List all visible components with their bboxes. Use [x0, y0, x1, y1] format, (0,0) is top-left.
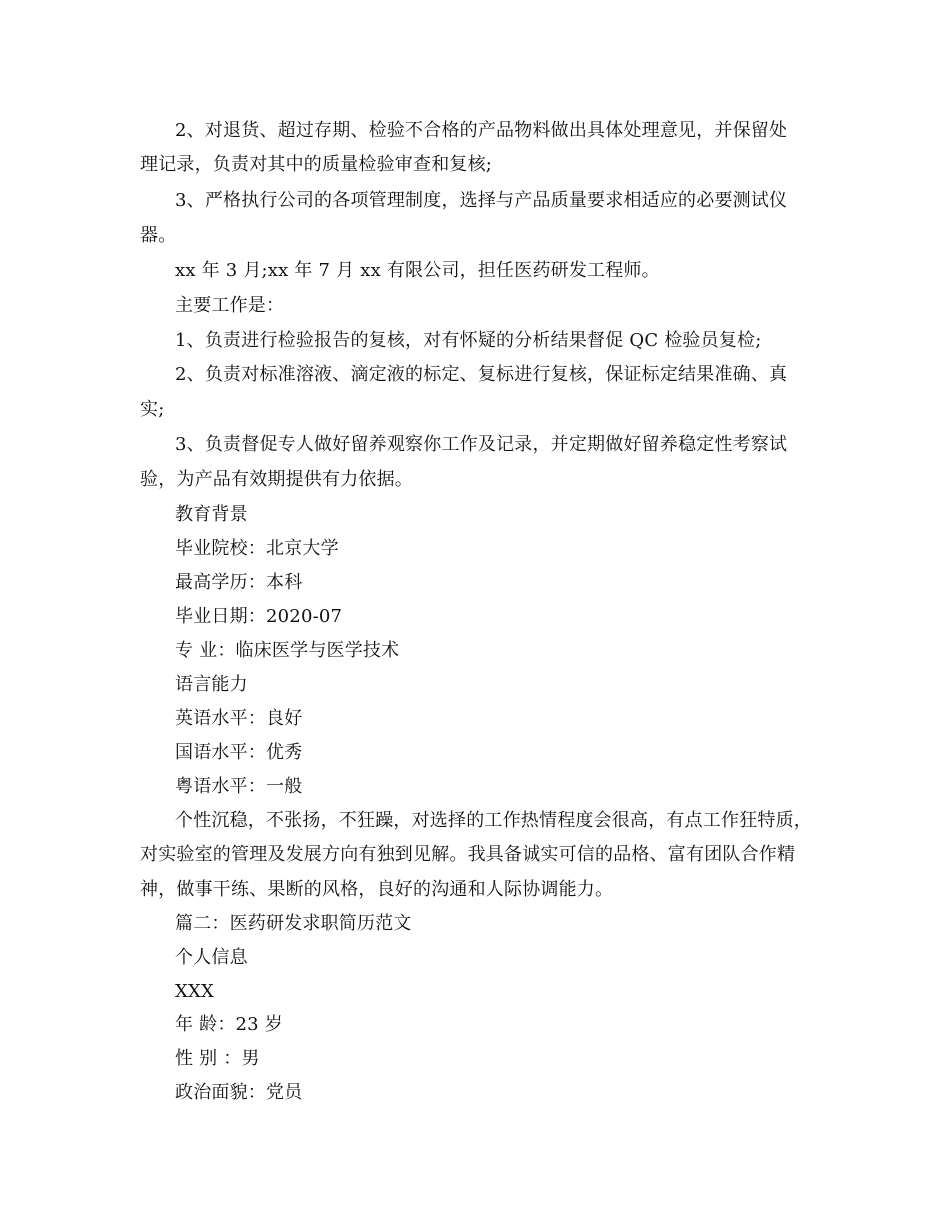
- field-line: 毕业院校：北京大学: [175, 538, 339, 559]
- paragraph-line: xx 年 3 月;xx 年 7 月 xx 有限公司，担任医药研发工程师。: [175, 260, 660, 281]
- section-heading: 语言能力: [175, 674, 248, 695]
- field-line: 毕业日期：2020-07: [175, 606, 343, 627]
- field-line: XXX: [175, 981, 215, 1002]
- paragraph-line: 主要工作是：: [175, 295, 285, 316]
- paragraph-line: 对实验室的管理及发展方向有独到见解。我具备诚实可信的品格、富有团队合作精: [140, 844, 796, 865]
- field-line: 年 龄：23 岁: [175, 1014, 283, 1035]
- field-line: 国语水平：优秀: [175, 742, 303, 763]
- paragraph-line: 2、对退货、超过存期、检验不合格的产品物料做出具体处理意见，并保留处: [175, 120, 788, 141]
- paragraph-line: 器。: [140, 225, 177, 246]
- section-heading: 教育背景: [175, 504, 248, 525]
- paragraph-line: 实;: [140, 399, 165, 420]
- paragraph-line: 2、负责对标准溶液、滴定液的标定、复标进行复核，保证标定结果准确、真: [175, 364, 788, 385]
- paragraph-line: 3、负责督促专人做好留养观察你工作及记录，并定期做好留养稳定性考察试: [175, 434, 788, 455]
- paragraph-line: 1、负责进行检验报告的复核，对有怀疑的分析结果督促 QC 检验员复检;: [175, 330, 762, 351]
- paragraph-line: 验，为产品有效期提供有力依据。: [140, 469, 413, 490]
- section-heading: 篇二：医药研发求职简历范文: [175, 913, 412, 934]
- section-heading: 个人信息: [175, 947, 248, 968]
- field-line: 粤语水平：一般: [175, 776, 303, 797]
- field-line: 最高学历：本科: [175, 572, 303, 593]
- field-line: 性 别 ：男: [175, 1048, 260, 1069]
- field-line: 政治面貌：党员: [175, 1082, 303, 1103]
- field-line: 英语水平：良好: [175, 708, 303, 729]
- field-line: 专 业：临床医学与医学技术: [175, 640, 400, 661]
- paragraph-line: 神，做事干练、果断的风格，良好的沟通和人际协调能力。: [140, 879, 614, 900]
- paragraph-line: 个性沉稳，不张扬，不狂躁，对选择的工作热情程度会很高，有点工作狂特质，: [175, 810, 812, 831]
- paragraph-line: 3、严格执行公司的各项管理制度，选择与产品质量要求相适应的必要测试仪: [175, 190, 788, 211]
- paragraph-line: 理记录，负责对其中的质量检验审查和复核;: [140, 154, 493, 175]
